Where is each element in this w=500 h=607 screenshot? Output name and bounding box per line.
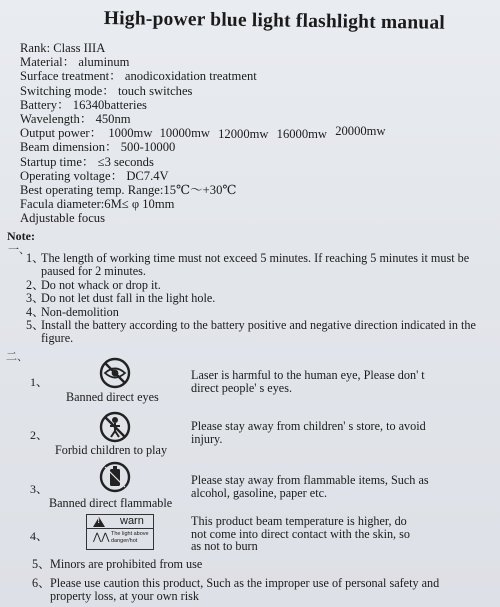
warning-number: 4、 — [30, 529, 49, 543]
spec-focus: Adjustable focus — [20, 211, 105, 226]
hot-surface-icon: ⋀⋀ — [93, 532, 110, 543]
note-text: The length of working time must not exceed 5 minutes. If reaching 5 minutes it must be paused for 2 minutes. — [41, 251, 470, 279]
note-text: Non-demolition — [41, 304, 119, 319]
tail-number: 6、 — [32, 575, 51, 590]
spec-output-value: 20000mw — [335, 124, 386, 139]
spec-temp: Best operating temp. Range:15℃～+30℃ — [20, 183, 237, 198]
note-text: Do not let dust fall in the light hole. — [41, 291, 216, 306]
spec-wavelength: Wavelength： 450nm — [20, 112, 131, 127]
spec-list — [20, 41, 386, 226]
note-number: 2、 — [26, 277, 45, 292]
spec-material: Material： aluminum — [20, 55, 130, 70]
spec-output-value: 1000mw — [108, 126, 153, 141]
warning-number: 3、 — [30, 482, 49, 496]
tail-list — [32, 558, 472, 602]
spec-startup: Startup time： ≤3 seconds — [20, 154, 154, 169]
warning-number: 1、 — [30, 375, 49, 389]
note-number: 5、 — [26, 318, 45, 333]
manual-title: High-power blue light flashlight manual — [103, 8, 446, 34]
spec-voltage: Operating voltage： DC7.4V — [20, 168, 169, 183]
warning-number: 2、 — [30, 428, 49, 442]
tail-number: 5、 — [32, 557, 51, 571]
spec-facula: Facula diameter:6M≤ φ 10mm — [20, 197, 175, 212]
warning-caption: Forbid children to play — [55, 443, 168, 457]
hot-surface-warning-icon — [86, 514, 154, 550]
tail-text: Please use caution this product, Such as the improper use of personal safety and property loss, at your own risk — [50, 575, 440, 603]
spec-output-label: Output power： — [20, 126, 103, 141]
note-number: 4、 — [26, 304, 45, 319]
spec-surface: Surface treatment： anodicoxidation treatment — [20, 69, 257, 84]
note-text: Install the battery according to the battery positive and negative direction indicated in the figure. — [41, 318, 476, 346]
warning-text: This product beam temperature is higher, do not come into direct contact with the skin, so as not to burn — [191, 514, 410, 554]
spec-rank: Rank: Class IIIA — [20, 41, 106, 55]
note-item — [26, 306, 496, 319]
spec-beam: Beam dimension： 500-10000 — [20, 140, 176, 155]
warn-divider — [87, 528, 153, 529]
tail-text: Minors are prohibited from use — [50, 557, 203, 571]
warning-caption: Banned direct eyes — [66, 390, 159, 404]
note-number: 3、 — [26, 291, 45, 306]
note-list — [26, 252, 496, 346]
warning-text: Please stay away from children' s store, to avoid injury. — [191, 419, 426, 446]
warning-caption: Banned direct flammable — [49, 496, 173, 510]
note-heading: Note: — [7, 229, 35, 243]
spec-output-value: 16000mw — [276, 127, 328, 142]
spec-output-value: 12000mw — [218, 127, 269, 142]
spec-switching: Switching mode： touch switches — [20, 83, 193, 98]
no-eye-icon — [99, 357, 131, 389]
note-item — [26, 279, 496, 292]
warn-small-text: The light above danger/hot — [111, 531, 149, 544]
warning-text: Please stay away from flammable items, Such as alcohol, gasoline, paper etc. — [191, 473, 429, 500]
warning-text: Laser is harmful to the human eye, Please don' t direct people' s eyes. — [191, 368, 425, 395]
section-one-marker: 一、 — [8, 244, 30, 256]
spec-battery: Battery： 16340batteries — [20, 97, 147, 112]
section-two-marker: 二、 — [6, 351, 28, 363]
note-item — [26, 292, 496, 305]
spec-output-power — [20, 126, 386, 140]
spec-output-value: 10000mw — [159, 126, 210, 141]
note-item — [26, 252, 496, 279]
no-children-icon — [99, 411, 131, 443]
note-number: 1、 — [26, 251, 45, 265]
warning-triangle-icon — [93, 517, 105, 527]
note-item — [26, 319, 496, 346]
warn-label: warn — [120, 515, 144, 527]
tail-item — [32, 577, 472, 603]
note-text: Do not whack or drop it. — [41, 277, 161, 292]
tail-item — [32, 558, 472, 571]
no-flammable-icon — [99, 461, 131, 493]
